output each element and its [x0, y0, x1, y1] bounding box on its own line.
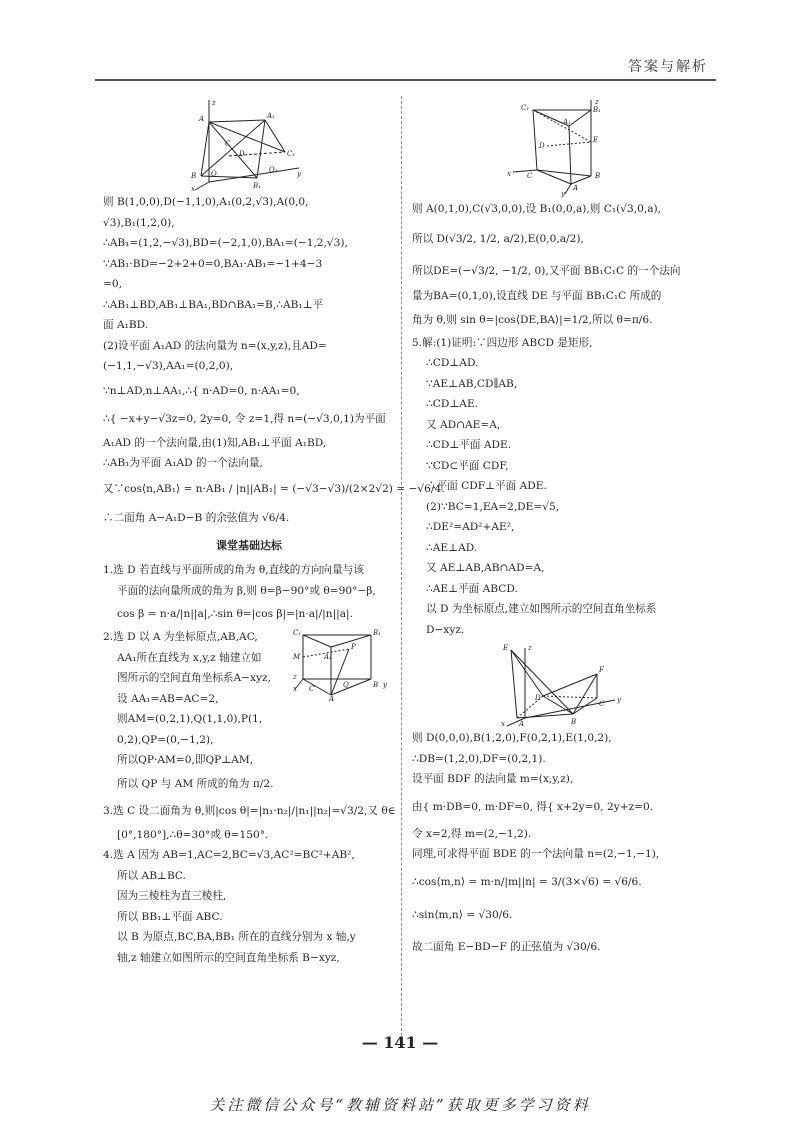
- fig2-label: z: [595, 98, 599, 106]
- text-line: ∴sin⟨m,n⟩ = √30/6.: [412, 908, 513, 921]
- fig2-label: B₁: [593, 106, 601, 114]
- fig3-label: C₁: [293, 629, 302, 637]
- text-line: cos β = n·a/|n||a|,∴sin θ=|cos β|=|n·a|/|n||a|.: [117, 608, 353, 620]
- fig4-label: y: [617, 696, 621, 704]
- fig3-label: A₁: [324, 653, 332, 661]
- figure-prism-1: [189, 96, 309, 192]
- header-title: 答案与解析: [628, 59, 708, 75]
- text-line: 因为三棱柱为直三棱柱,: [117, 890, 227, 902]
- fig3-label: B: [373, 681, 379, 689]
- fig2-label: C: [527, 172, 533, 180]
- fig2-label: A: [573, 184, 579, 192]
- text-line: 所以 BB₁⊥平面 ABC.: [117, 910, 223, 923]
- fig3-label: A: [329, 695, 335, 703]
- fig1-label: D: [239, 150, 245, 158]
- text-line: 令 x=2,得 m=(2,−1,2).: [412, 827, 532, 840]
- fig2-label: C₁: [521, 104, 530, 112]
- fig3-label: x: [293, 685, 297, 693]
- fig4-label: E: [503, 644, 509, 652]
- text-line: 所以QP·AM=0,即QP⊥AM,: [117, 754, 254, 766]
- text-line: 所以 AB⊥BC.: [117, 869, 187, 882]
- text-line: ∴DE²=AD²+AE²,: [426, 521, 515, 533]
- fig2-label: y: [561, 190, 565, 198]
- text-line: 面 A₁BD.: [103, 319, 149, 331]
- text-line: ∵CD⊂平面 CDF,: [426, 459, 509, 472]
- text-line: 又 AD∩AE=A,: [426, 418, 501, 431]
- text-line: 则 D(0,0,0),B(1,2,0),F(0,2,1),E(1,0,2),: [412, 732, 612, 744]
- fig3-label: Q: [343, 681, 349, 689]
- text-line: ∴CD⊥AD.: [426, 357, 479, 369]
- column-divider: [401, 96, 402, 1041]
- fig3-label: y: [383, 681, 387, 689]
- text-line: D−xyz.: [426, 623, 465, 636]
- right-column: [412, 96, 712, 963]
- text-line: ∴CD⊥AE.: [426, 398, 479, 410]
- text-line: 同理,可求得平面 BDE 的一个法向量 n=(2,−1,−1),: [412, 848, 660, 860]
- text-line: 则AM=(0,2,1),Q(1,1,0),P(1,: [117, 713, 263, 725]
- text-line: 以 D 为坐标原点,建立如图所示的空间直角坐标系: [426, 603, 657, 615]
- fig4-label: D: [535, 694, 541, 702]
- fig1-label: x: [191, 185, 195, 193]
- solution-block-a: [103, 192, 445, 532]
- fig1-label: B: [191, 172, 197, 180]
- text-line: 0,2),QP=(0,−1,2),: [117, 733, 214, 746]
- text-line: 则 B(1,0,0),D(−1,1,0),A₁(0,2,√3),A(0,0,: [103, 196, 309, 208]
- fig4-label: z: [528, 644, 532, 652]
- fig2-label: A₁: [563, 118, 571, 126]
- text-line: 所以 QP 与 AM 所成的角为 π/2.: [117, 777, 274, 790]
- text-line: 5.解:(1)证明:∵四边形 ABCD 是矩形,: [412, 336, 593, 349]
- fig3-label: C: [309, 685, 315, 693]
- fig2-label: x: [507, 170, 511, 178]
- text-line: 由{ m·DB=0, m·DF=0, 得{ x+2y=0, 2y+z=0.: [412, 800, 654, 813]
- text-line: 故二面角 E−BD−F 的正弦值为 √30/6.: [412, 940, 601, 953]
- text-line: A₁AD 的一个法向量,由(1)知,AB₁⊥平面 A₁BD,: [103, 436, 327, 449]
- fig3-label: P: [351, 643, 356, 651]
- footer-note: 关注微信公众号“教辅资料站”获取更多学习资料: [209, 1096, 591, 1114]
- fig4-label: C: [599, 700, 605, 708]
- text-line: 又 AE⊥AB,AB∩AD=A,: [426, 562, 545, 574]
- page-number: — 141 —: [361, 1033, 439, 1052]
- text-line: 图所示的空间直角坐标系A−xyz,: [117, 672, 271, 684]
- header-rule: [95, 79, 716, 81]
- fig1-label: O: [211, 170, 217, 178]
- text-line: (2)设平面 A₁AD 的法向量为 n=(x,y,z),且AD=: [103, 339, 327, 352]
- solution-block-d: [412, 728, 712, 963]
- fig4-label: B: [571, 718, 577, 726]
- section-title: 课堂基础达标: [216, 538, 282, 552]
- text-line: 平面的法向量所成的角为 β,则 θ=β−90°或 θ=90°−β,: [117, 584, 376, 597]
- text-line: =0,: [103, 278, 122, 290]
- solution-block-b: [103, 560, 395, 968]
- text-line: ∴AB₁⊥BD,AB₁⊥BA₁,BD∩BA₁=B,∴AB₁⊥平: [103, 298, 324, 311]
- fig4-label: A: [519, 720, 525, 728]
- fig1-label: A₁: [267, 112, 275, 120]
- fig1-label: C: [225, 140, 231, 148]
- text-line: 又∵cos⟨n,AB₁⟩ = n·AB₁ / |n||AB₁| = (−√3−√3)/(2×2√2) = −√6/4.: [103, 482, 445, 495]
- fig1-label: A: [199, 115, 205, 123]
- text-line: 所以DE=(−√3/2, −1/2, 0),又平面 BB₁C₁C 的一个法向: [412, 265, 681, 277]
- left-column: [103, 96, 445, 968]
- text-line: 3.选 C 设二面角为 θ,则|cos θ|=|n₁·n₂|/|n₁||n₂|=√3/2,又 θ∈: [103, 804, 396, 817]
- text-line: AA₁所在直线为 x,y,z 轴建立如: [117, 651, 262, 664]
- text-line: 所以 D(√3/2, 1/2, a/2),E(0,0,a/2),: [412, 233, 584, 245]
- text-line: ∴cos⟨m,n⟩ = m·n/|m||n| = 3/(3×√6) = √6/6.: [412, 875, 642, 888]
- text-line: ∵AE⊥AB,CD∥AB,: [426, 377, 518, 390]
- text-line: 2.选 D 以 A 为坐标原点,AB,AC,: [103, 631, 258, 643]
- fig1-label: O₁: [269, 166, 278, 174]
- text-line: 轴,z 轴建立如图所示的空间直角坐标系 B−xyz,: [117, 951, 340, 964]
- text-line: ∴CD⊥平面 ADE.: [426, 439, 512, 451]
- page-header: [0, 0, 800, 80]
- fig4-label: F: [599, 666, 604, 674]
- text-line: √3),B₁(1,2,0),: [103, 216, 175, 229]
- fig2-label: B: [595, 172, 601, 180]
- text-line: 以 B 为原点,BC,BA,BB₁ 所在的直线分别为 x 轴,y: [117, 931, 356, 943]
- fig4-label: x: [501, 720, 505, 728]
- figure-prism-2: [291, 629, 395, 701]
- fig1-label: C₁: [287, 150, 296, 158]
- text-line: ∴AB₁为平面 A₁AD 的一个法向量,: [103, 457, 263, 469]
- fig3-label: B₁: [373, 629, 381, 637]
- text-line: 设平面 BDF 的法向量 m=(x,y,z),: [412, 773, 574, 785]
- fig2-label: D: [539, 142, 545, 150]
- text-line: ∴AB₁=(1,2,−√3),BD=(−2,1,0),BA₁=(−1,2,√3),: [103, 237, 348, 249]
- text-line: 则 A(0,1,0),C(√3,0,0),设 B₁(0,0,a),则 C₁(√3,0,a),: [412, 203, 662, 215]
- text-line: ∴AE⊥AD.: [426, 541, 478, 554]
- fig1-label: z: [212, 99, 216, 107]
- figure-rectangle-solid: [497, 640, 627, 728]
- text-line: ∴AE⊥平面 ABCD.: [426, 582, 518, 595]
- fig1-label: B₁: [253, 182, 261, 190]
- text-line: ∵AB₁·BD=−2+2+0=0,BA₁·AB₁=−1+4−3: [103, 257, 323, 270]
- fig1-label: y: [297, 170, 301, 178]
- solution-block-c: [412, 196, 712, 640]
- text-line: (2)∵BC=1,EA=2,DE=√5,: [426, 500, 560, 513]
- text-line: [0°,180°],∴θ=30°或 θ=150°.: [117, 828, 269, 841]
- text-line: (−1,1,−√3),AA₁=(0,2,0),: [103, 360, 234, 372]
- text-line: 1.选 D 若直线与平面所成的角为 θ,直线的方向向量与该: [103, 564, 364, 576]
- text-line: 设 AA₁=AB=AC=2,: [117, 692, 219, 705]
- fig3-label: M: [293, 653, 301, 661]
- text-line: ∵n⊥AD,n⊥AA₁,∴{ n·AD=0, n·AA₁=0,: [103, 384, 300, 397]
- figure-prism-3: [507, 96, 617, 196]
- text-line: ∴二面角 A−A₁D−B 的余弦值为 √6/4.: [103, 511, 290, 524]
- text-line: ∴平面 CDF⊥平面 ADE.: [426, 480, 547, 492]
- text-line: ∴{ −x+y−√3z=0, 2y=0, 令 z=1,得 n=(−√3,0,1)为平面: [103, 412, 386, 425]
- text-line: 4.选 A 因为 AB=1,AC=2,BC=√3,AC²=BC²+AB²,: [103, 849, 355, 861]
- text-line: 角为 θ,则 sin θ=|cos⟨DE,BA⟩|=1/2,所以 θ=π/6.: [412, 313, 653, 326]
- text-line: ∴DB=(1,2,0),DF=(0,2,1).: [412, 752, 546, 765]
- fig3-label: z: [293, 673, 297, 681]
- fig2-label: E: [593, 136, 599, 144]
- text-line: 量为BA=(0,1,0),设直线 DE 与平面 BB₁C₁C 所成的: [412, 290, 662, 302]
